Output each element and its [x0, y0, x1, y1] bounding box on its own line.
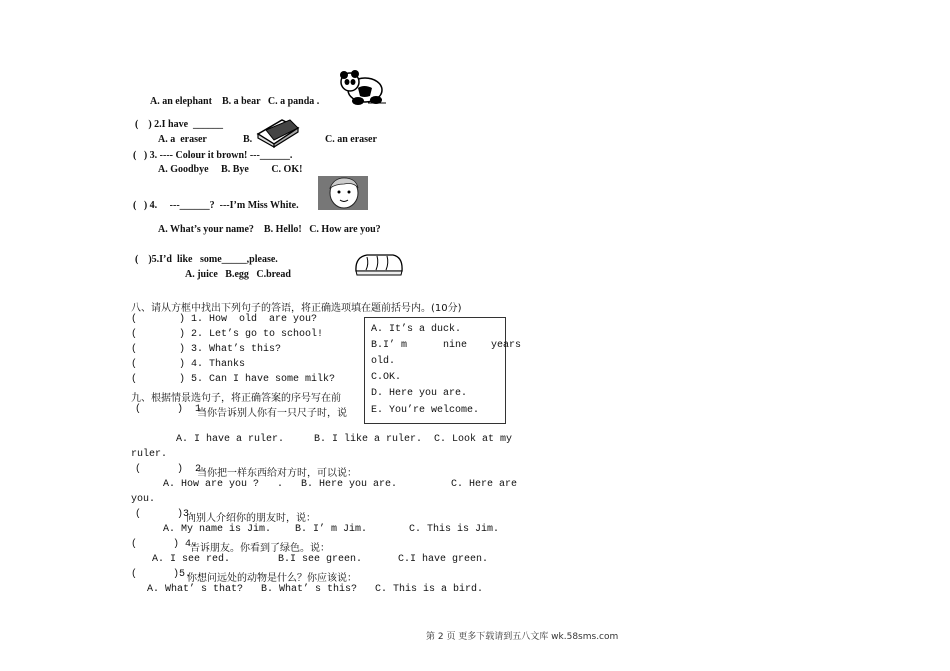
answer-option-a: A. It’s a duck. — [371, 324, 462, 335]
teacher-image — [318, 176, 368, 210]
page-footer: 第 2 页 更多下载请到五八文库 wk.58sms.com — [426, 632, 619, 642]
answer-option-d: D. Here you are. — [371, 388, 468, 399]
answer-options-box — [364, 317, 522, 424]
part9-q3-paren: ( )3. — [135, 509, 196, 520]
part9-q2-options: A. How are you ? . B. Here you are. C. Here are — [163, 479, 518, 490]
part9-q4-stem: 告诉朋友。你看到了绿色。说： — [190, 543, 330, 554]
part8-item-2: ( ) 2. Let’s go to school! — [131, 329, 324, 340]
part9-heading: 九、根据情景选句子，将正确答案的序号写在前 — [131, 393, 341, 404]
part9-q4-paren: ( ) 4. — [131, 539, 198, 550]
part9-q1-stem: 当你告诉别人你有一只尺子时，说 — [197, 408, 347, 419]
q3-options: A. Goodbye B. Bye C. OK! — [158, 164, 303, 175]
part9-q2-paren: ( ) 2. — [135, 464, 208, 475]
part8-item-4: ( ) 4. Thanks — [131, 359, 246, 370]
bread-image — [353, 251, 405, 277]
part9-q2-wrap: you. — [131, 494, 156, 505]
q2-option-b: B. — [243, 134, 253, 145]
part8-item-3: ( ) 3. What’s this? — [131, 344, 282, 355]
answer-option-b: B.I’ m nine years — [371, 340, 522, 351]
answer-option-c: C.OK. — [371, 372, 402, 383]
q4-options: A. What’s your name? B. Hello! C. How are you? — [158, 224, 381, 235]
part9-q3-options: A. My name is Jim. B. I’ m Jim. C. This is Jim. — [163, 524, 500, 535]
part8-heading: 八、请从方框中找出下列句子的答语，将正确选项填在题前括号内。(10分) — [131, 303, 462, 314]
answer-option-b-wrap: old. — [371, 356, 396, 367]
part9-q1-options: A. I have a ruler. B. I like a ruler. C. Look at my — [176, 434, 513, 445]
part9-q1-wrap: ruler. — [131, 449, 168, 460]
q1-options: A. an elephant B. a bear C. a panda . — [150, 96, 320, 107]
q5-options: A. juice B.egg C.bread — [185, 269, 291, 280]
q5-stem: ( )5.I’d like some_____,please. — [135, 254, 278, 265]
part8-item-1: ( ) 1. How old are you? — [131, 314, 318, 325]
panda-image — [338, 70, 388, 106]
q4-stem: ( ) 4. ---______? ---I’m Miss White. — [133, 200, 299, 211]
q2-stem: ( ) 2.I have ______ — [135, 119, 224, 130]
q2-option-a: A. a eraser — [158, 134, 207, 145]
part9-q5-paren: ( )5. — [131, 569, 192, 580]
part9-q5-options: A. What’ s that? B. What’ s this? C. This is a bird. — [147, 584, 484, 595]
part9-q4-options: A. I see red. B.I see green. C.I have green. — [152, 554, 489, 565]
part9-q2-stem: 当你把一样东西给对方时，可以说： — [197, 468, 357, 479]
q3-stem: ( ) 3. ---- Colour it brown! ---______. — [133, 150, 293, 161]
eraser-image — [254, 116, 300, 148]
part9-q5-stem: 你想问远处的动物是什么？你应该说： — [187, 573, 357, 584]
q2-option-c: C. an eraser — [325, 134, 377, 145]
part9-q3-stem: 向别人介绍你的朋友时，说： — [186, 513, 316, 524]
answer-option-e: E. You’re welcome. — [371, 405, 480, 416]
part8-item-5: ( ) 5. Can I have some milk? — [131, 374, 336, 385]
part9-q1-paren: ( ) 1. — [135, 404, 208, 415]
